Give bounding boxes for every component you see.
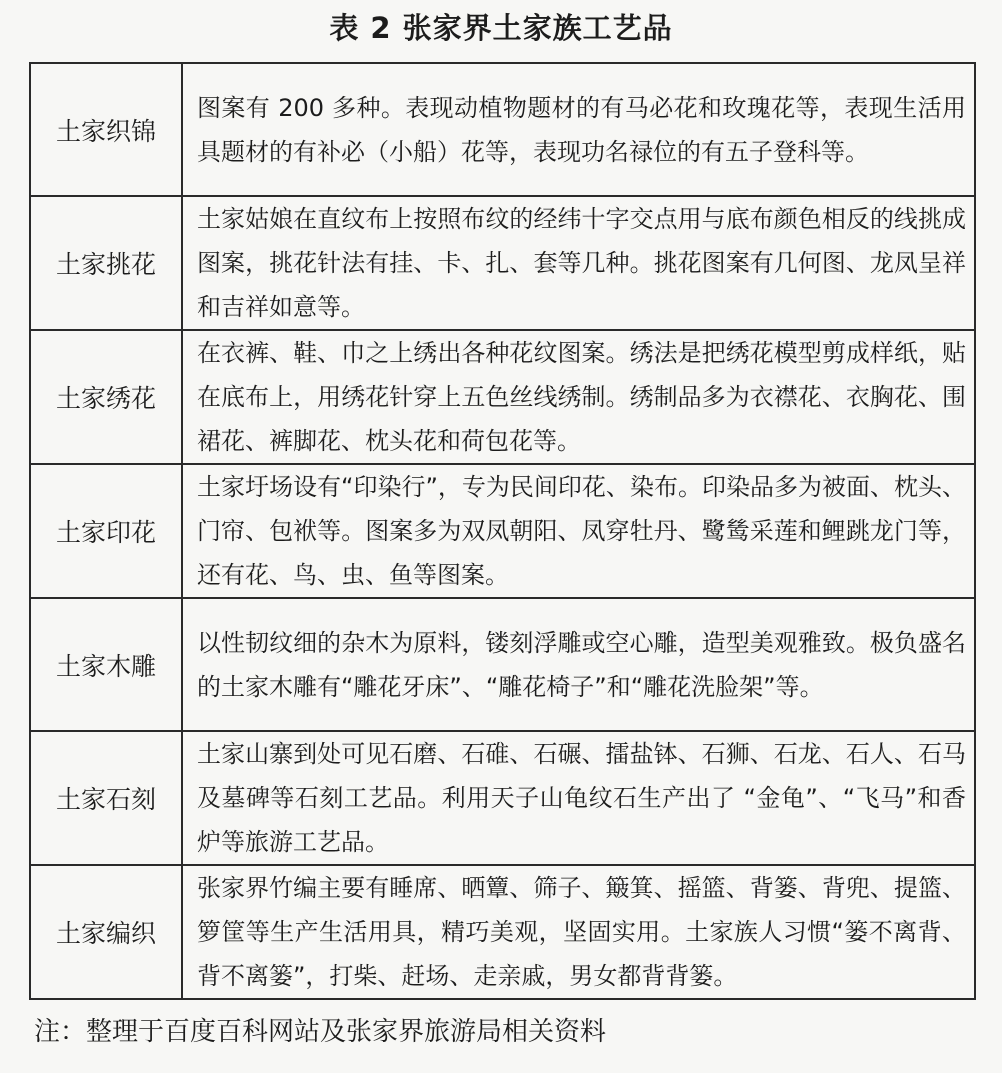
craft-name-cell: 土家木雕: [30, 598, 182, 731]
craft-description-cell: 图案有 200 多种。表现动植物题材的有马必花和玫瑰花等，表现生活用具题材的有补必（小船）花等，表现功名禄位的有五子登科等。: [182, 63, 975, 196]
table-row: [30, 598, 975, 731]
crafts-table: [29, 62, 976, 1000]
craft-description-cell: 土家姑娘在直纹布上按照布纹的经纬十字交点用与底布颜色相反的线挑成图案，挑花针法有挂、卡、扎、套等几种。挑花图案有几何图、龙凤呈祥和吉祥如意等。: [182, 196, 975, 330]
craft-description-cell: 以性韧纹细的杂木为原料，镂刻浮雕或空心雕，造型美观雅致。极负盛名的土家木雕有“雕花牙床”、“雕花椅子”和“雕花洗脸架”等。: [182, 598, 975, 731]
table-title: 表 2 张家界土家族工艺品: [329, 11, 673, 45]
craft-name-cell: 土家石刻: [30, 731, 182, 865]
table-row: [30, 731, 975, 865]
table-row: [30, 196, 975, 330]
craft-name-cell: 土家挑花: [30, 196, 182, 330]
craft-description-cell: 在衣裤、鞋、巾之上绣出各种花纹图案。绣法是把绣花模型剪成样纸，贴在底布上，用绣花针穿上五色丝线绣制。绣制品多为衣襟花、衣胸花、围裙花、裤脚花、枕头花和荷包花等。: [182, 330, 975, 464]
source-note: 注：整理于百度百科网站及张家界旅游局相关资料: [34, 1017, 607, 1047]
table-row: [30, 63, 975, 196]
craft-name-cell: 土家绣花: [30, 330, 182, 464]
craft-name-cell: 土家印花: [30, 464, 182, 598]
craft-name-cell: 土家编织: [30, 865, 182, 999]
table-row: [30, 865, 975, 999]
table-row: [30, 330, 975, 464]
craft-description-cell: 张家界竹编主要有睡席、晒簟、筛子、簸箕、摇篮、背篓、背兜、提篮、箩筐等生产生活用具，精巧美观，坚固实用。土家族人习惯“篓不离背、背不离篓”，打柴、赶场、走亲戚，男女都背背篓。: [182, 865, 975, 999]
craft-description-cell: 土家山寨到处可见石磨、石碓、石碾、擂盐钵、石狮、石龙、石人、石马及墓碑等石刻工艺品。利用天子山龟纹石生产出了 “金龟”、“飞马”和香炉等旅游工艺品。: [182, 731, 975, 865]
table-row: [30, 464, 975, 598]
craft-name-cell: 土家织锦: [30, 63, 182, 196]
craft-description-cell: 土家圩场设有“印染行”，专为民间印花、染布。印染品多为被面、枕头、门帘、包袱等。图案多为双凤朝阳、凤穿牡丹、鹭鸶采莲和鲤跳龙门等，还有花、鸟、虫、鱼等图案。: [182, 464, 975, 598]
